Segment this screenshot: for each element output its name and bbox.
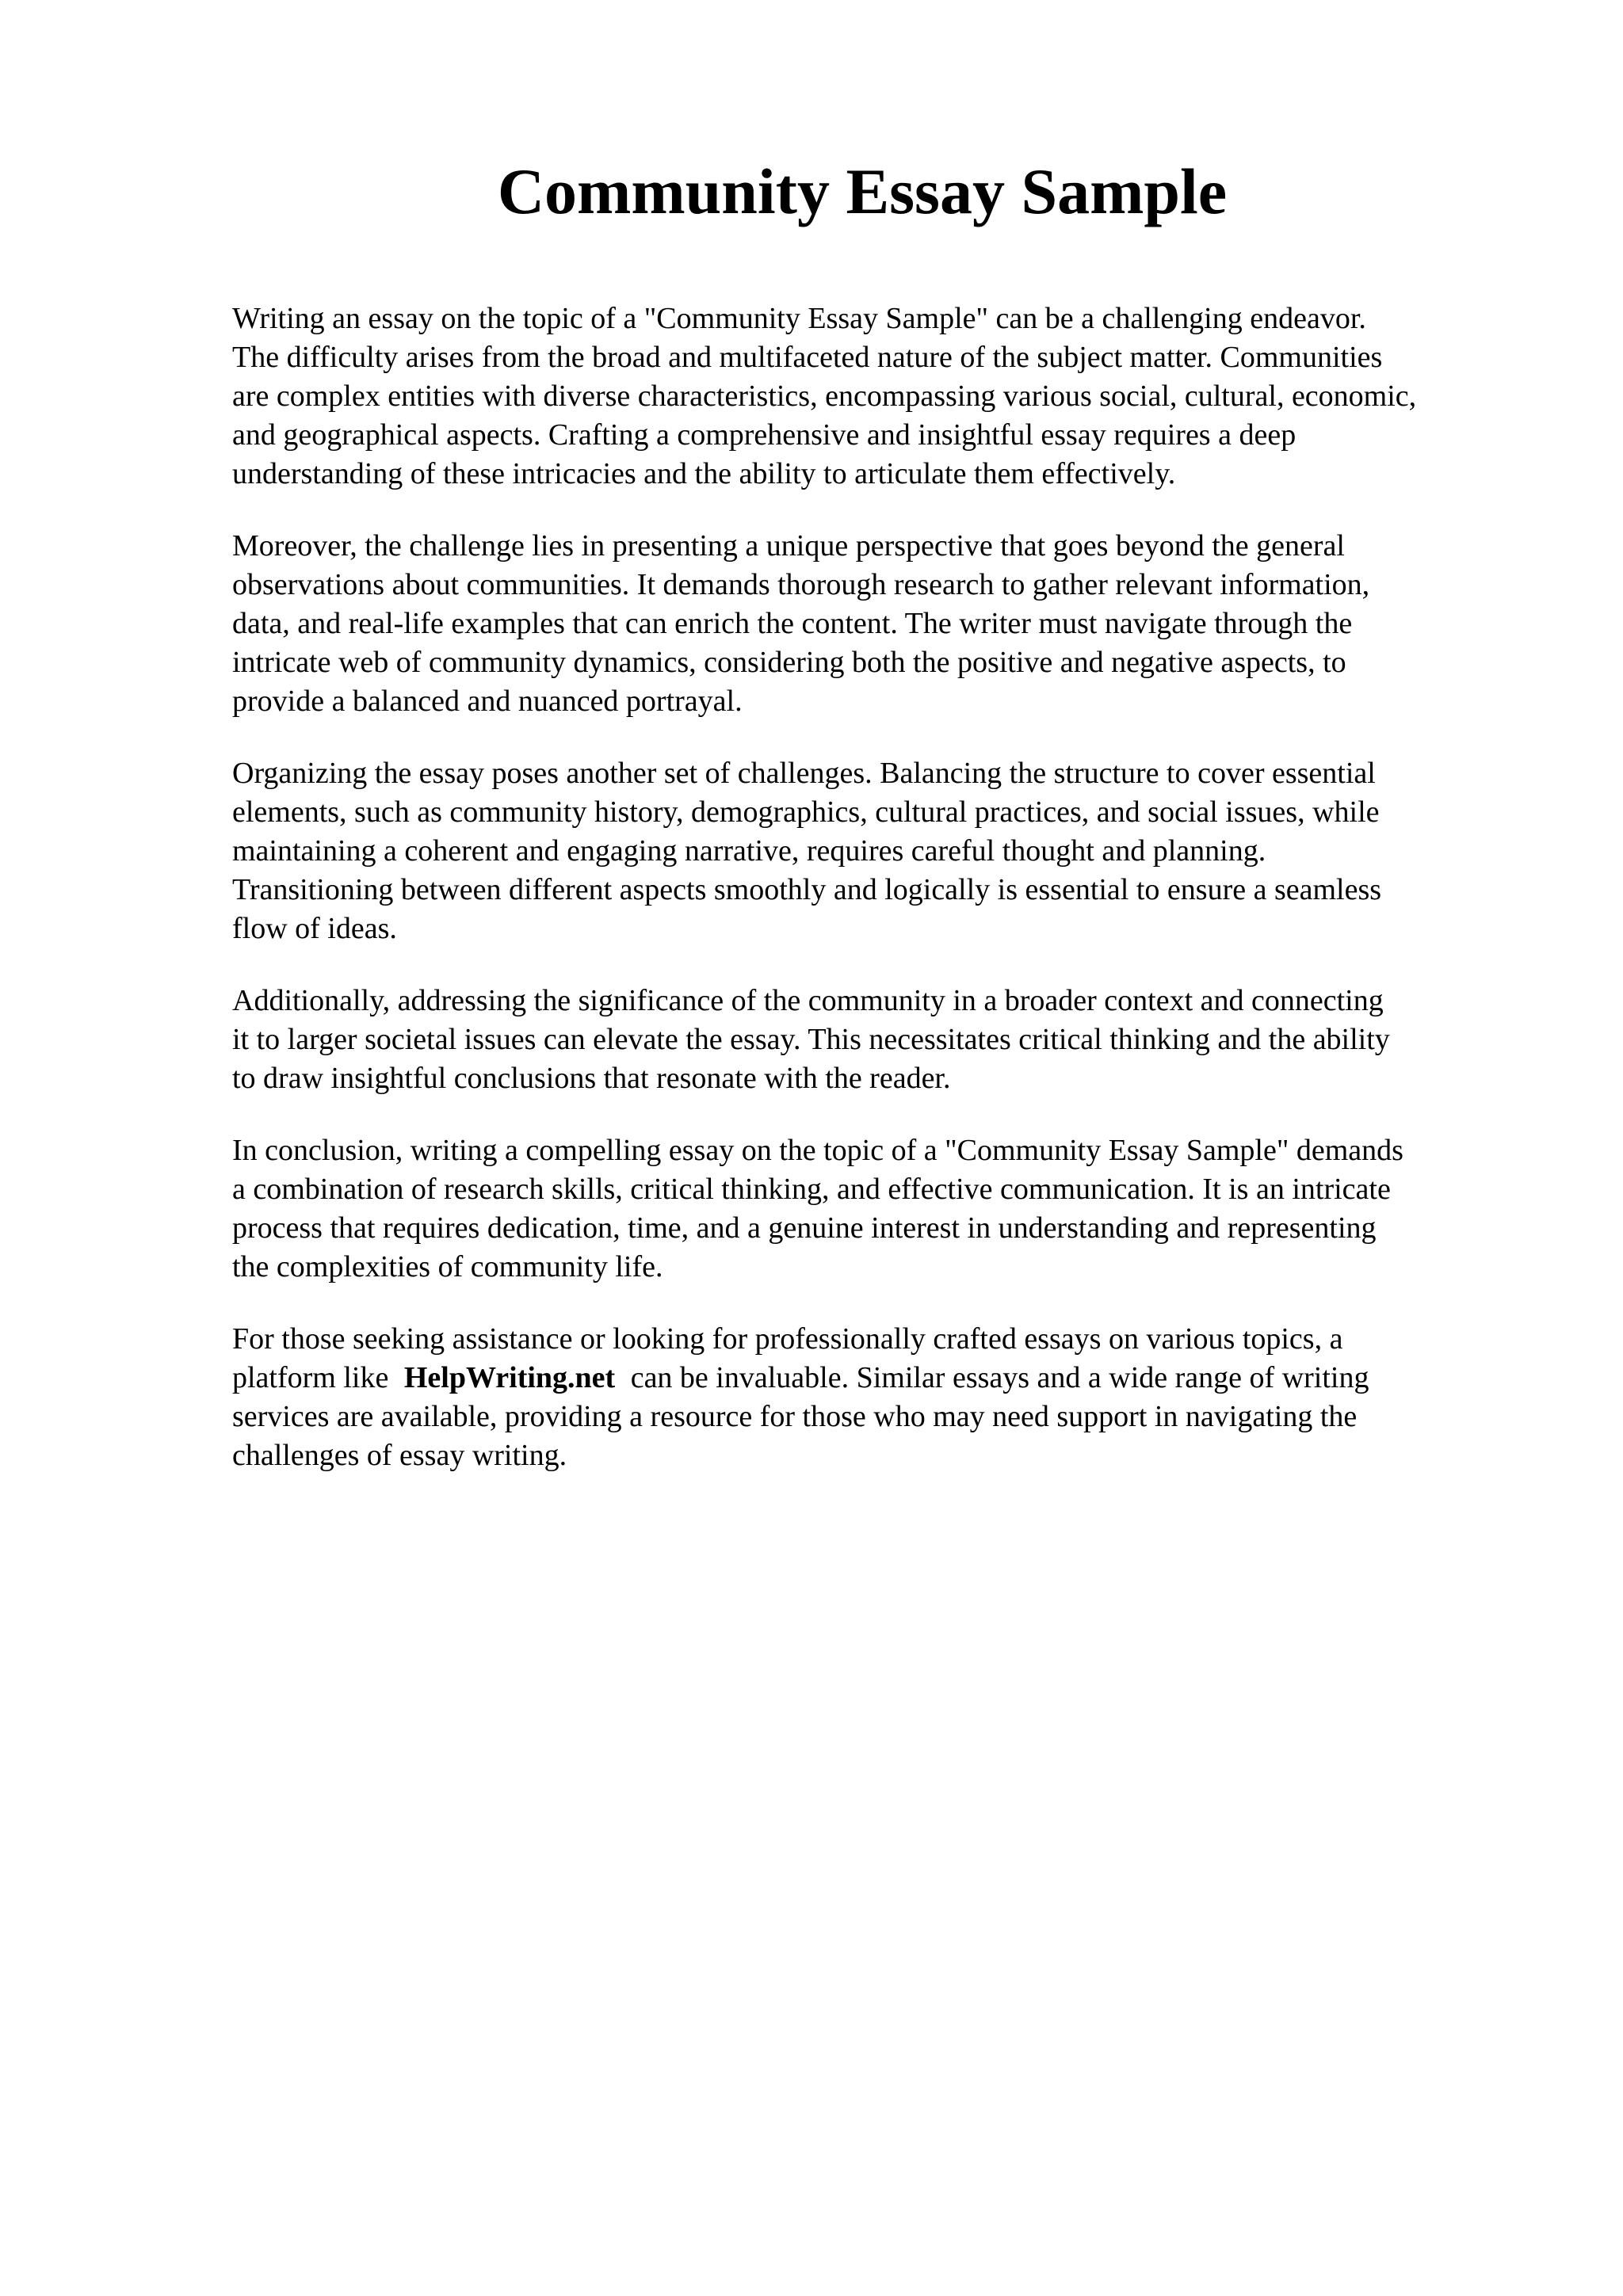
paragraph-6 — [232, 1320, 1540, 1475]
paragraph-4 — [232, 982, 1540, 1098]
document-title: Community Essay Sample — [497, 155, 1228, 227]
text-line: For those seeking assistance or looking for professionally crafted essays on various topics, a — [232, 1322, 1343, 1356]
text-line: maintaining a coherent and engaging narrative, requires careful thought and planning. — [232, 834, 1266, 868]
text-line: observations about communities. It demands thorough research to gather relevant information, — [232, 568, 1370, 601]
text-line: data, and real-life examples that can enrich the content. The writer must navigate through the — [232, 607, 1353, 640]
text-line: intricate web of community dynamics, considering both the positive and negative aspects, to — [232, 646, 1346, 679]
paragraph-1 — [232, 299, 1540, 494]
document-body — [232, 299, 1540, 1508]
text-line: The difficulty arises from the broad and multifaceted nature of the subject matter. Communities — [232, 341, 1383, 374]
text-line: provide a balanced and nuanced portrayal. — [232, 685, 743, 718]
helpwriting-link[interactable]: HelpWriting.net — [403, 1361, 616, 1394]
text-line: are complex entities with diverse characteristics, encompassing various social, cultural, economic, — [232, 379, 1417, 413]
text-line: elements, such as community history, demographics, cultural practices, and social issues, while — [232, 795, 1380, 829]
text-line: flow of ideas. — [232, 912, 397, 945]
text-line: services are available, providing a resource for those who may need support in navigating the — [232, 1400, 1358, 1433]
paragraph-2 — [232, 527, 1540, 721]
text-line: the complexities of community life. — [232, 1250, 663, 1283]
text-line: and geographical aspects. Crafting a comprehensive and insightful essay requires a deep — [232, 418, 1296, 452]
paragraph-3 — [232, 754, 1540, 948]
text-line: Writing an essay on the topic of a "Community Essay Sample" can be a challenging endeavor. — [232, 302, 1366, 335]
text-line: it to larger societal issues can elevate the essay. This necessitates critical thinking and the ability — [232, 1023, 1390, 1056]
text-line: Transitioning between different aspects smoothly and logically is essential to ensure a seamless — [232, 873, 1382, 906]
text-fragment: platform like — [232, 1361, 389, 1394]
text-fragment: can be invaluable. Similar essays and a wide range of writing — [630, 1361, 1369, 1394]
text-line: challenges of essay writing. — [232, 1439, 567, 1472]
text-line: process that requires dedication, time, and a genuine interest in understanding and representing — [232, 1211, 1377, 1245]
text-line: understanding of these intricacies and the ability to articulate them effectively. — [232, 457, 1176, 490]
text-line: Moreover, the challenge lies in presenting a unique perspective that goes beyond the general — [232, 529, 1345, 563]
text-line — [232, 1359, 1540, 1398]
text-line: Organizing the essay poses another set of challenges. Balancing the structure to cover essential — [232, 757, 1376, 790]
text-line: to draw insightful conclusions that resonate with the reader. — [232, 1062, 951, 1095]
paragraph-5 — [232, 1131, 1540, 1287]
text-line: a combination of research skills, critical thinking, and effective communication. It is an intricate — [232, 1173, 1391, 1206]
text-line: In conclusion, writing a compelling essay on the topic of a "Community Essay Sample" demands — [232, 1134, 1403, 1167]
text-line: Additionally, addressing the significance of the community in a broader context and connecting — [232, 984, 1384, 1017]
